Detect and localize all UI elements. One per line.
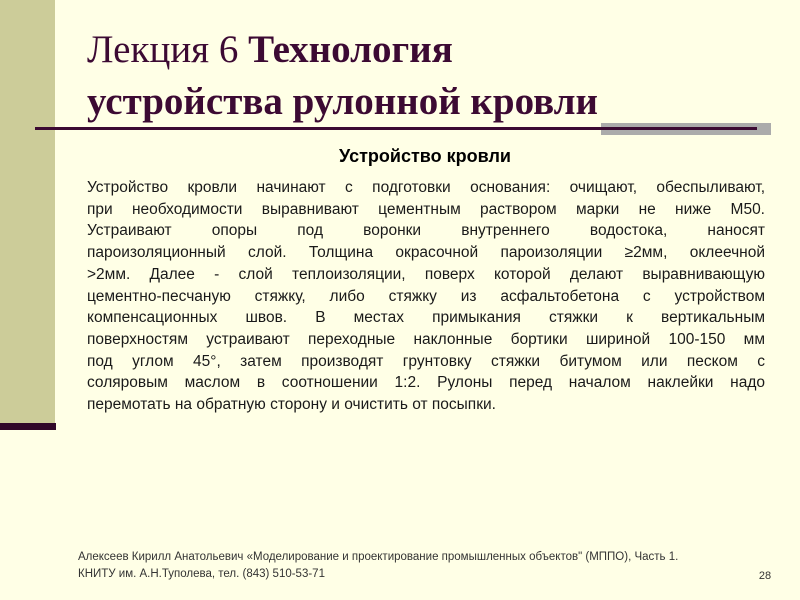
- body-line: >2мм. Далее - слой теплоизоляции, поверх которой делают выравнивающую: [87, 265, 765, 283]
- body-text: [87, 177, 765, 416]
- body-line: перемотать на обратную сторону и очистить от посыпки.: [87, 396, 496, 414]
- page-number: 28: [758, 570, 772, 582]
- page-title: [87, 24, 787, 128]
- body-line: при необходимости выравнивают цементным раствором марки не ниже М50.: [87, 200, 765, 218]
- title-line-1-regular: Лекция 6: [87, 28, 249, 71]
- body-line: под углом 45°, затем производят грунтовку стяжки битумом или песком с: [87, 352, 765, 370]
- body-line: пароизоляционный слой. Толщина окрасочной пароизоляции ≥2мм, оклеечной: [87, 244, 765, 262]
- footer: [78, 549, 748, 583]
- title-line-1-bold: Технология: [248, 28, 453, 71]
- left-stripe: [0, 0, 55, 423]
- body-line: соляровым маслом в соотношении 1:2. Рулоны перед началом наклейки надо: [87, 374, 765, 392]
- body-line: Устраивают опоры под воронки внутреннего водостока, наносят: [87, 222, 765, 240]
- subtitle: Устройство кровли: [339, 146, 511, 166]
- footer-line-2: КНИТУ им. А.Н.Туполева, тел. (843) 510-53-71: [78, 568, 325, 580]
- title-line-2: устройства рулонной кровли: [87, 80, 599, 123]
- body-line: цементно-песчаную стяжку, либо стяжку из асфальтобетона с устройством: [87, 287, 765, 305]
- body-line: компенсационных швов. В местах примыкания стяжки к вертикальным: [87, 309, 765, 327]
- title-underline: [35, 127, 757, 130]
- body-line: поверхностям устраивают переходные наклонные бортики шириной 100-150 мм: [87, 330, 765, 348]
- body-line: Устройство кровли начинают с подготовки основания: очищают, обеспыливают,: [87, 179, 765, 196]
- footer-line-1: Алексеев Кирилл Анатольевич «Моделирование и проектирование промышленных объектов" (МППО), Часть 1.: [78, 551, 679, 563]
- title-line-1: [87, 24, 787, 76]
- accent-bar: [0, 423, 56, 430]
